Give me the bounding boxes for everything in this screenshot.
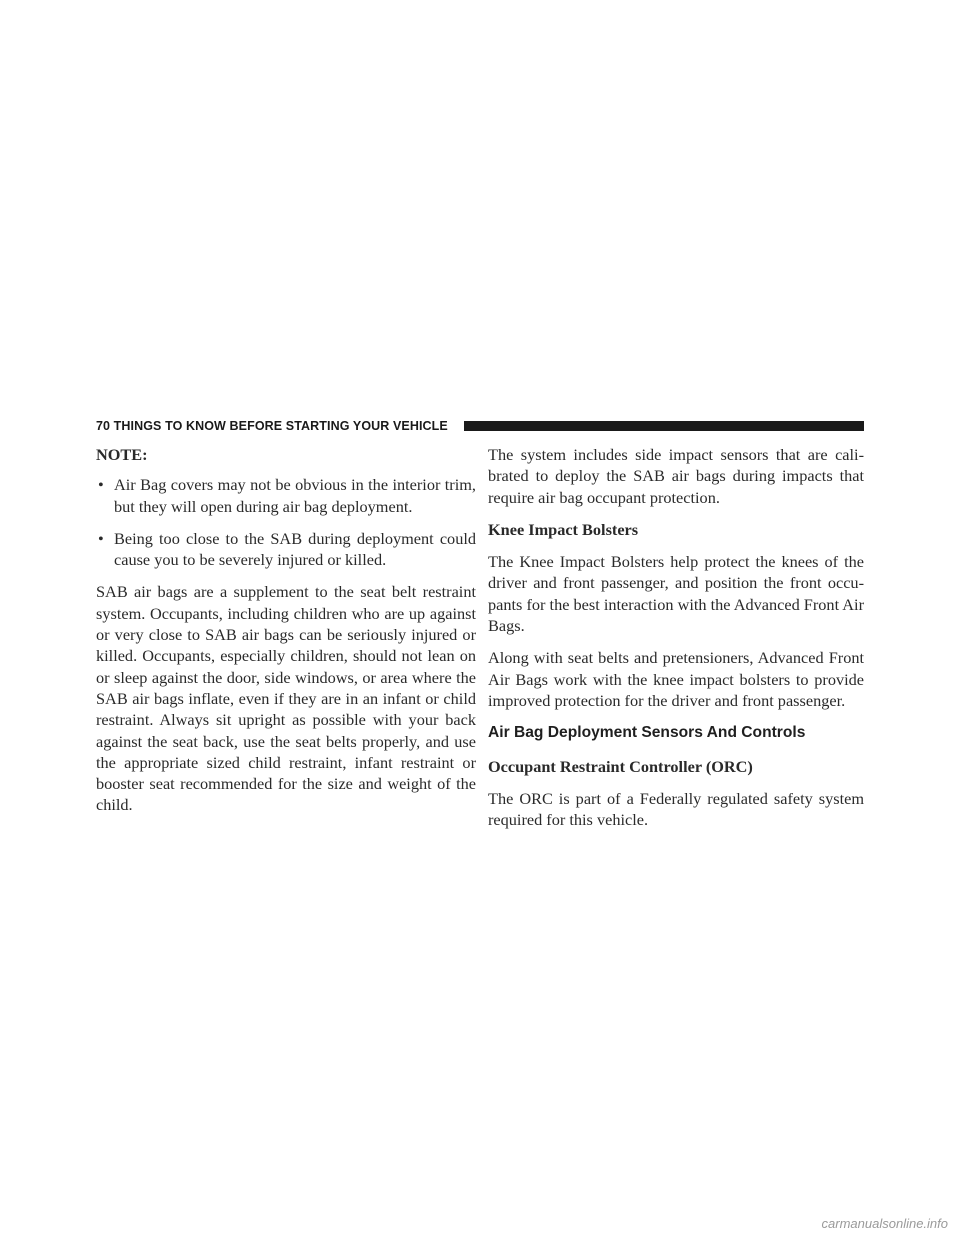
left-column bbox=[96, 444, 476, 827]
page-header-title: 70 THINGS TO KNOW BEFORE STARTING YOUR VEHICLE bbox=[96, 419, 448, 433]
knee-bolsters-paragraph-1: The Knee Impact Bolsters help protect the knees of the driver and front passenger, and position the front occu-pants for the best interaction with the Advanced Front Air Bags. bbox=[488, 552, 864, 636]
bullet-item-1 bbox=[96, 474, 476, 517]
sab-paragraph: SAB air bags are a supplement to the seat belt restraint system. Occupants, including children who are up against or very close to SAB air bags can be seriously injured or killed. Occupants, especially children, should not lean on or sleep against the door, side windows, or area where the SAB air bags inflate, even if they are in an infant or child restraint. Always sit upright as possible with your back against the seat back, use the seat belts properly, and use the appropriate sized child restraint, infant restraint or booster seat recommended for the size and weight of the child. bbox=[96, 582, 476, 815]
watermark: carmanualsonline.info bbox=[821, 1216, 948, 1231]
knee-bolsters-heading: Knee Impact Bolsters bbox=[488, 519, 639, 539]
note-label: NOTE: bbox=[96, 445, 148, 464]
bullet-dot-icon: • bbox=[98, 475, 104, 495]
knee-bolsters-paragraph-2: Along with seat belts and pretensioners, Advanced Front Air Bags work with the knee impact bolsters to provide improved protection for the driver and front passenger. bbox=[488, 648, 864, 710]
section-title: Air Bag Deployment Sensors And Controls bbox=[488, 724, 806, 742]
orc-heading: Occupant Restraint Controller (ORC) bbox=[488, 756, 753, 776]
bullet-item-2 bbox=[96, 528, 476, 571]
bullet-dot-icon: • bbox=[98, 528, 104, 548]
side-impact-paragraph: The system includes side impact sensors that are cali-brated to deploy the SAB air bags during impacts that require air bag occupant protection. bbox=[488, 445, 864, 507]
orc-paragraph: The ORC is part of a Federally regulated safety system required for this vehicle. bbox=[488, 788, 864, 830]
right-column bbox=[488, 444, 864, 841]
bullet-text-2: Being too close to the SAB during deployment could cause you to be severely injured or killed. bbox=[114, 528, 476, 570]
page-header bbox=[96, 417, 864, 435]
header-rule-bar bbox=[464, 421, 864, 431]
bullet-text-1: Air Bag covers may not be obvious in the interior trim, but they will open during air bag deployment. bbox=[114, 475, 476, 516]
